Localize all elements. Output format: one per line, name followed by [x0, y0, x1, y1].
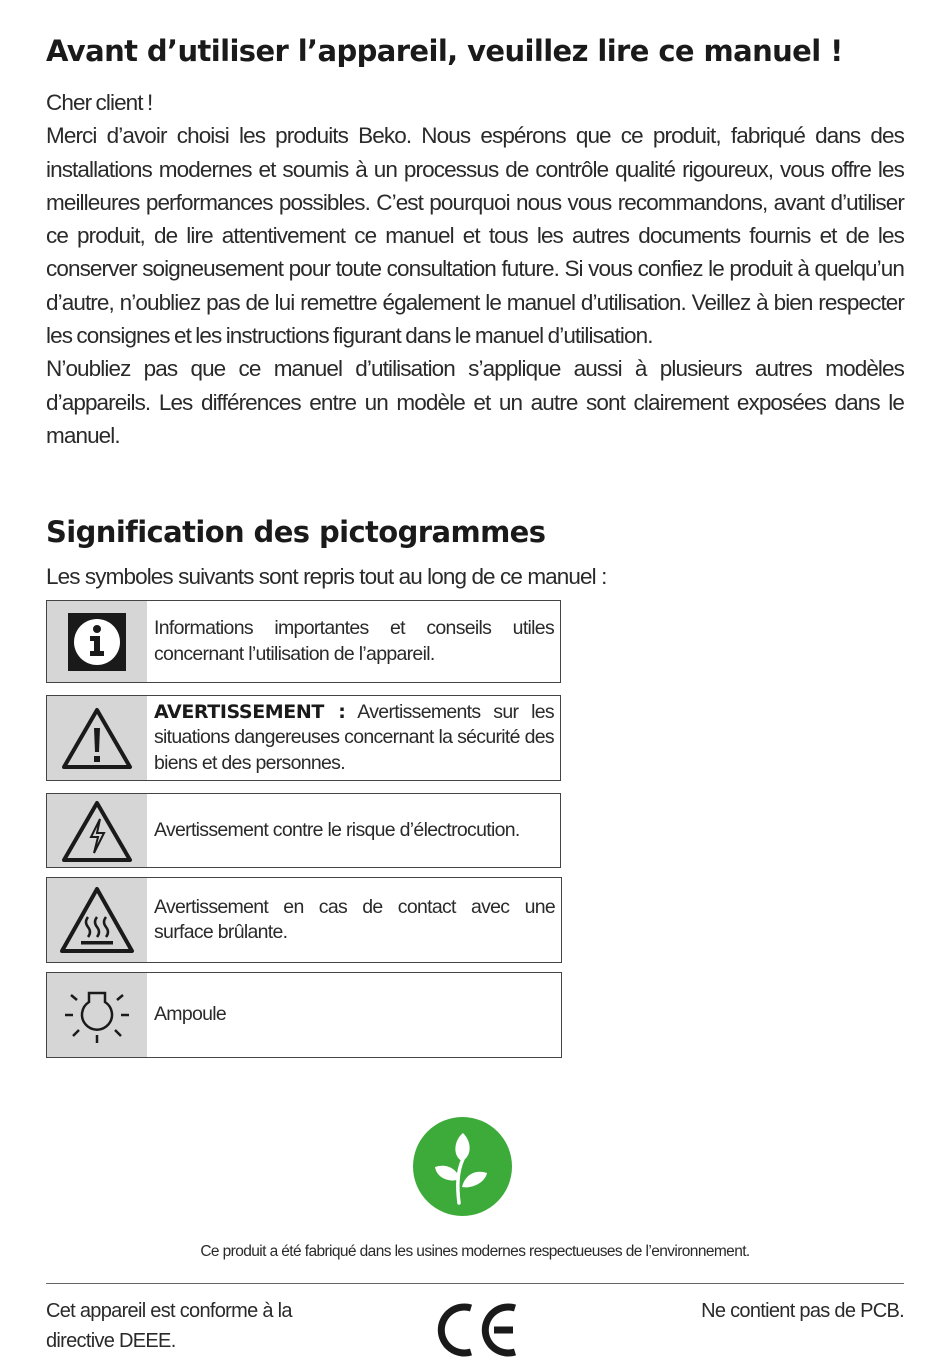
- pcb-statement: Ne contient pas de PCB.: [701, 1300, 904, 1322]
- intro-section: [46, 86, 904, 452]
- pictogram-row-lightbulb: [46, 972, 562, 1058]
- pictograms-intro: Les symboles suivants sont repris tout au long de ce manuel :: [46, 564, 607, 589]
- footer-divider: [46, 1283, 904, 1284]
- leaf-icon: [413, 1117, 512, 1216]
- lightbulb-icon: [47, 973, 147, 1057]
- deee-statement: Cet appareil est conforme à la directive DEEE.: [46, 1300, 292, 1352]
- pictogram-row-warning: [46, 695, 561, 781]
- intro-paragraph-1: Merci d’avoir choisi les produits Beko. Nous espérons que ce produit, fabriqué dans des installations modernes et soumis à un processus de contrôle qualité rigoureux, vous offre les meilleures performances possibles. C’est pourquoi nous vous recommandons, avant d’utiliser ce produit, de lire attentivement ce manuel et tous les autres documents fournis et de les conserver soigneusement pour toute consultation future. Si vous confiez le produit à quelqu’un d’autre, n’oubliez pas de lui remettre également le manuel d’utilisation. Veillez à bien respecter les consignes et les instructions figurant dans le manuel d’utilisation.: [46, 123, 904, 349]
- pictogram-text: Avertissements sur les situations dangereuses concernant la sécurité des biens et des personnes.: [154, 700, 554, 774]
- pictograms-heading: Signification des pictogrammes: [46, 515, 546, 549]
- intro-paragraph-2: N’oubliez pas que ce manuel d’utilisation s’applique aussi à plusieurs autres modèles d’appareils. Les différences entre un modèle et un autre sont clairement exposées dans le manuel.: [46, 356, 904, 448]
- greeting: Cher client !: [46, 90, 153, 115]
- hot-surface-icon: [47, 878, 147, 962]
- electric-shock-icon: [47, 794, 147, 867]
- info-icon: [47, 601, 147, 682]
- pictogram-row-electric: [46, 793, 561, 868]
- warning-label: AVERTISSEMENT :: [154, 700, 346, 723]
- pictogram-text: Avertissement en cas de contact avec une surface brûlante.: [154, 895, 555, 943]
- pictogram-text: Informations importantes et conseils utiles concernant l’utilisation de l’appareil.: [154, 617, 554, 665]
- page-title: Avant d’utiliser l’appareil, veuillez lire ce manuel !: [46, 34, 843, 68]
- pictogram-row-info: [46, 600, 561, 683]
- eco-statement: Ce produit a été fabriqué dans les usines modernes respectueuses de l’environnement.: [200, 1243, 750, 1260]
- pictogram-text: Ampoule: [154, 1003, 227, 1026]
- pictogram-row-hot-surface: [46, 877, 562, 963]
- ce-mark-icon: [431, 1300, 521, 1360]
- pictogram-text: Avertissement contre le risque d’électrocution.: [154, 818, 520, 841]
- warning-icon: [47, 696, 147, 780]
